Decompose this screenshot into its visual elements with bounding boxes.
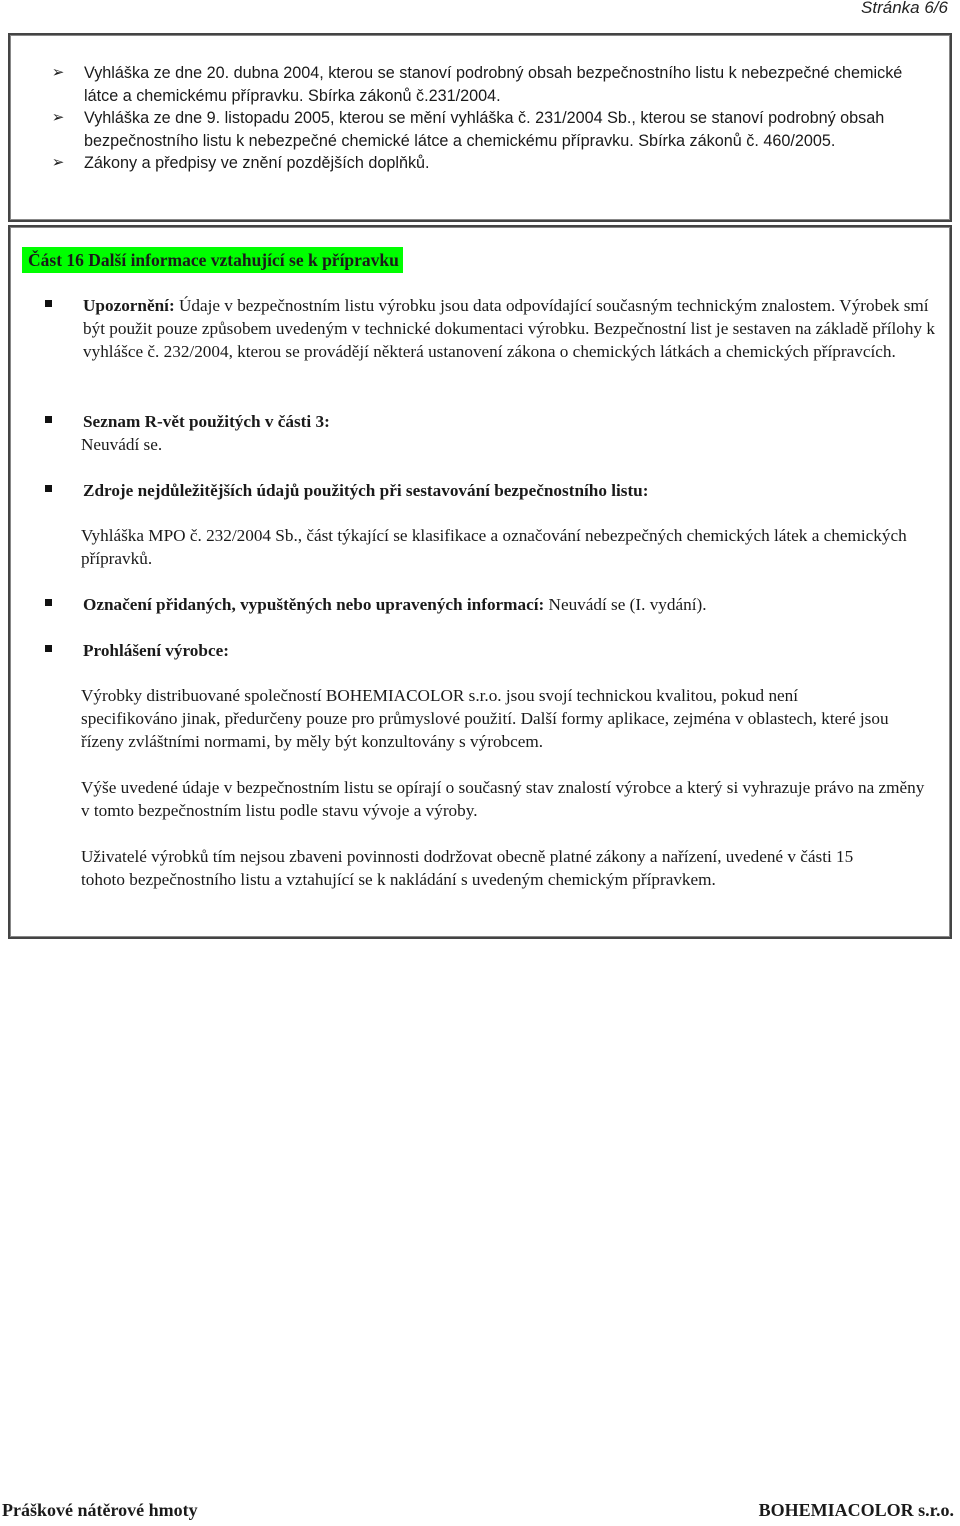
list-item: ➢ Vyhláška ze dne 20. dubna 2004, kterou se stanoví podrobný obsah bezpečnostního listu k nebezpečné chemické látce a chemickému přípravku. Sbírka zákonů č.231/2004. [51, 64, 903, 105]
declaration-paragraph-2: Výše uvedené údaje v bezpečnostním listu se opírají o současný stav znalostí výrobce a který si vyhrazuje právo na změny v tomto bezpečnostním listu podle stavu vývoje a výroby. [81, 778, 925, 820]
square-bullet-icon [45, 599, 52, 606]
arrow-bullet-icon: ➢ [51, 109, 65, 126]
footer-product: Práškové nátěrové hmoty [2, 1500, 198, 1520]
section-16-box [8, 225, 952, 939]
list-item: ➢ Zákony a předpisy ve znění pozdějších doplňků. [50, 152, 930, 175]
sources-text: Vyhláška MPO č. 232/2004 Sb., část týkající se klasifikace a označování nebezpečných chemických látek a chemických přípravků. [81, 526, 907, 568]
page-number: Stránka 6/6 [861, 0, 948, 17]
arrow-bullet-icon: ➢ [51, 64, 65, 81]
declaration-heading: Prohlášení výrobce: [83, 641, 229, 660]
square-bullet-icon [45, 485, 52, 492]
list-item: ➢ Vyhláška ze dne 9. listopadu 2005, kterou se mění vyhláška č. 231/2004 Sb., kterou se stanoví podrobný obsah bezpečnostního listu k nebezpečné chemické látce a chemickému přípravku. Sbírka zákonů č. 460/2005. [51, 109, 885, 150]
footer-company: BOHEMIACOLOR s.r.o. [758, 1500, 954, 1520]
r-phrases-block: Seznam R-vět použitých v části 3: Neuvádí se. [81, 412, 330, 454]
section-title: Část 16 Další informace vztahující se k přípravku [22, 247, 403, 273]
declaration-paragraph-1: Výrobky distribuované společností BOHEMIACOLOR s.r.o. jsou svojí technickou kvalitou, pokud není specifikováno jinak, předurčeny pouze pro průmyslové použití. Další formy aplikace, zejména v oblastech, které jsou řízeny zvláštními normami, by měly být konzultovány s výrobcem. [81, 686, 889, 751]
declaration-paragraph-3: Uživatelé výrobků tím nejsou zbaveni povinnosti dodržovat obecně platné zákony a nařízení, uvedené v části 15 tohoto bezpečnostního listu a vztahující se k nakládání s uvedeným chemickým přípravkem. [81, 847, 854, 889]
arrow-bullet-icon: ➢ [51, 154, 65, 171]
regulations-list [50, 62, 930, 175]
square-bullet-icon [45, 300, 52, 307]
square-bullet-icon [45, 645, 52, 652]
square-bullet-icon [45, 416, 52, 423]
regulations-box [8, 33, 952, 222]
sources-heading: Zdroje nejdůležitějších údajů použitých při sestavování bezpečnostního listu: [83, 481, 649, 500]
warning-paragraph: Upozornění: Údaje v bezpečnostním listu výrobku jsou data odpovídající současným technickým znalostem. Výrobek smí být použit pouze způsobem uvedeným v technické dokumentaci výrobku. Bezpečnostní list je sestaven na základě přílohy k vyhlášce č. 232/2004, kterou se provádějí některá ustanovení zákona o chemických látkách a chemických přípravcích. [83, 296, 935, 361]
changes-paragraph: Označení přidaných, vypuštěných nebo upravených informací: Neuvádí se (I. vydání). [83, 595, 707, 614]
